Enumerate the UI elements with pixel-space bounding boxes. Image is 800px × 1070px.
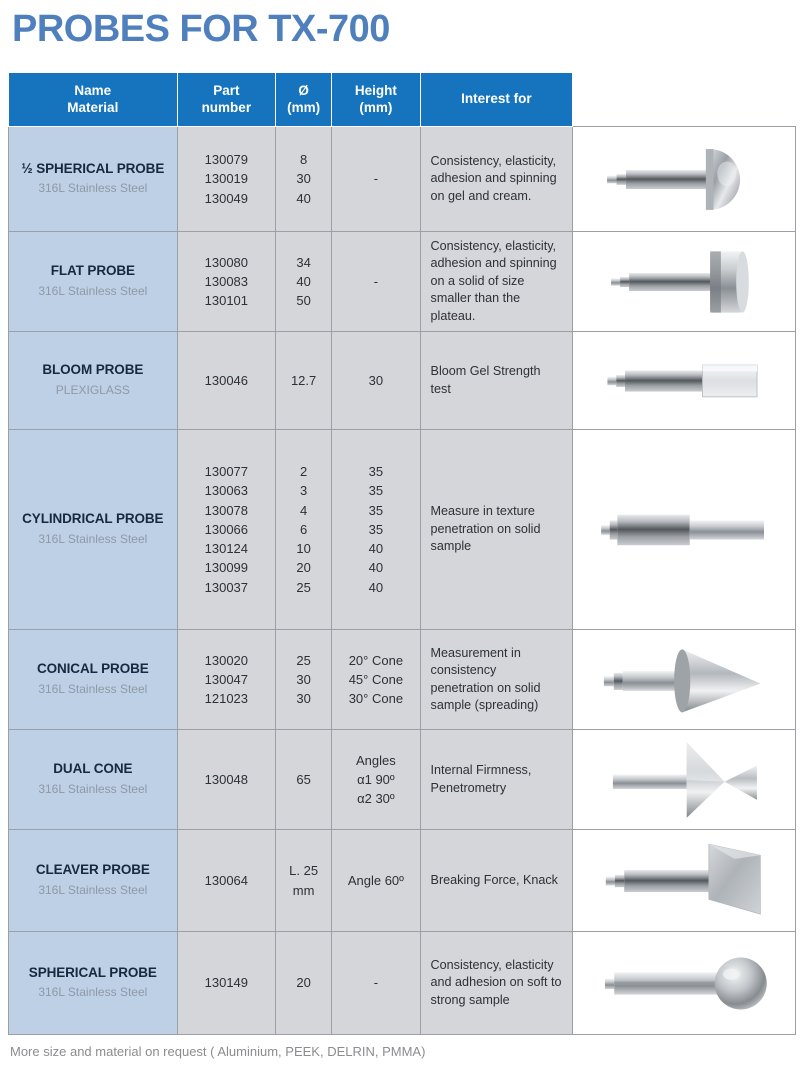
column-header-height-line1: Height <box>354 82 397 98</box>
height-value: Angle 60º <box>347 872 404 888</box>
spherical-probe-image <box>573 932 796 1035</box>
diameter-value: 65 <box>296 771 311 787</box>
height-value: 45° Cone <box>348 671 404 687</box>
probe-name: DUAL CONE <box>53 761 133 777</box>
height-value: - <box>373 171 379 187</box>
diameter-value: 2 <box>300 464 308 480</box>
height-value: 35 <box>368 464 384 480</box>
column-header-height-line2: (mm) <box>359 99 393 115</box>
cleaver-probe-image <box>573 830 796 932</box>
probe-material: 316L Stainless Steel <box>38 681 148 696</box>
bloom-probe-image <box>573 332 796 430</box>
diameter-value: 40 <box>296 190 311 206</box>
probe-name-cell <box>9 430 178 630</box>
diameter-value: 20 <box>296 560 311 576</box>
probe-name: CONICAL PROBE <box>36 661 149 677</box>
column-header-name-line1: Name <box>74 82 112 98</box>
height-value: 40 <box>368 541 384 557</box>
part-number-value: 130099 <box>204 560 249 576</box>
interest-for-cell: Consistency, elasticity, adhesion and spinning on a solid of size smaller than the plateau. <box>420 232 573 332</box>
probe-name-cell <box>9 232 178 332</box>
part-number-value: 130101 <box>204 293 249 309</box>
diameter-value: 3 <box>300 483 308 499</box>
part-number-value: 130083 <box>204 273 249 289</box>
probe-material: 316L Stainless Steel <box>38 531 148 546</box>
height-value: 20° Cone <box>348 652 404 668</box>
interest-for-cell: Measurement in consistency penetration on solid sample (spreading) <box>420 630 573 730</box>
part-number-cell <box>177 830 275 932</box>
part-number-value: 130037 <box>204 579 249 595</box>
diameter-value: 34 <box>296 254 311 270</box>
conical-probe-image <box>573 630 796 730</box>
height-cell <box>332 232 420 332</box>
probe-name: ½ SPHERICAL PROBE <box>21 160 165 176</box>
interest-for-cell: Internal Firmness, Penetrometry <box>420 730 573 830</box>
table-row <box>9 830 796 932</box>
height-cell <box>332 630 420 730</box>
column-header-diameter-line1: Ø <box>298 82 309 98</box>
diameter-cell <box>276 830 332 932</box>
diameter-value: L. 25 <box>289 863 319 879</box>
table-row <box>9 332 796 430</box>
height-cell <box>332 430 420 630</box>
height-value: - <box>373 975 379 991</box>
interest-for-cell: Measure in texture penetration on solid sample <box>420 430 573 630</box>
probe-name: FLAT PROBE <box>50 263 135 279</box>
probe-name: CLEAVER PROBE <box>35 862 150 878</box>
part-number-value: 130049 <box>204 190 249 206</box>
height-value: Angles <box>356 752 396 768</box>
table-row <box>9 127 796 232</box>
table-row <box>9 630 796 730</box>
diameter-value: 30 <box>296 171 311 187</box>
height-value: 30 <box>368 372 384 388</box>
probe-material: PLEXIGLASS <box>55 382 130 397</box>
part-number-value: 130066 <box>204 521 249 537</box>
probe-material: 316L Stainless Steel <box>38 283 148 298</box>
height-value: 35 <box>368 483 384 499</box>
height-cell <box>332 730 420 830</box>
diameter-cell <box>276 932 332 1035</box>
probe-name-cell <box>9 932 178 1035</box>
height-value: α2 30º <box>357 791 395 807</box>
probe-name-cell <box>9 630 178 730</box>
dual-cone-probe-image <box>573 730 796 830</box>
part-number-value: 121023 <box>204 691 249 707</box>
part-number-value: 130019 <box>204 171 249 187</box>
part-number-cell <box>177 730 275 830</box>
diameter-cell <box>276 232 332 332</box>
probe-material: 316L Stainless Steel <box>38 985 148 1000</box>
diameter-cell <box>276 630 332 730</box>
diameter-cell <box>276 430 332 630</box>
half-spherical-probe-image <box>573 127 796 232</box>
part-number-value: 130047 <box>204 671 249 687</box>
part-number-cell <box>177 932 275 1035</box>
probe-name: CYLINDRICAL PROBE <box>22 511 164 527</box>
part-number-value: 130020 <box>204 652 249 668</box>
part-number-value: 130063 <box>204 483 249 499</box>
interest-for-cell: Bloom Gel Strength test <box>420 332 573 430</box>
column-header-interest-line1: Interest for <box>461 91 532 107</box>
table-body <box>9 127 796 1035</box>
diameter-value: 30 <box>296 671 311 687</box>
table-header <box>9 73 796 127</box>
interest-for-cell: Consistency, elasticity, adhesion and spinning on gel and cream. <box>420 127 573 232</box>
part-number-value: 130078 <box>204 502 249 518</box>
interest-for-cell: Consistency, elasticity and adhesion on soft to strong sample <box>420 932 573 1035</box>
column-header-part-number <box>177 73 275 127</box>
interest-for-cell: Breaking Force, Knack <box>420 830 573 932</box>
table-row <box>9 932 796 1035</box>
column-header-part-line1: Part <box>213 82 240 98</box>
probe-name-cell <box>9 332 178 430</box>
table-row <box>9 232 796 332</box>
height-cell <box>332 127 420 232</box>
diameter-value: 25 <box>296 579 311 595</box>
diameter-value: mm <box>292 882 315 898</box>
column-header-height <box>332 73 420 127</box>
height-cell <box>332 332 420 430</box>
probe-material: 316L Stainless Steel <box>38 181 148 196</box>
probe-material: 316L Stainless Steel <box>38 882 148 897</box>
part-number-value: 130079 <box>204 152 249 168</box>
diameter-cell <box>276 127 332 232</box>
footnote: More size and material on request ( Aluminium, PEEK, DELRIN, PMMA) <box>10 1044 426 1059</box>
table-row <box>9 430 796 630</box>
diameter-value: 6 <box>300 521 308 537</box>
height-value: 35 <box>368 521 384 537</box>
diameter-value: 12.7 <box>290 372 317 388</box>
diameter-value: 30 <box>296 691 311 707</box>
probe-name: BLOOM PROBE <box>42 362 144 378</box>
column-header-name <box>9 73 178 127</box>
part-number-value: 130048 <box>204 771 249 787</box>
height-value: - <box>373 273 379 289</box>
height-cell <box>332 830 420 932</box>
part-number-value: 130149 <box>204 975 249 991</box>
part-number-cell <box>177 630 275 730</box>
column-header-interest-for <box>420 73 573 127</box>
part-number-value: 130046 <box>204 372 249 388</box>
diameter-value: 4 <box>300 502 308 518</box>
column-header-name-line2: Material <box>67 99 119 115</box>
height-cell <box>332 932 420 1035</box>
diameter-value: 40 <box>296 273 311 289</box>
probe-name: SPHERICAL PROBE <box>28 964 157 980</box>
part-number-cell <box>177 332 275 430</box>
column-header-diameter <box>276 73 332 127</box>
probe-name-cell <box>9 127 178 232</box>
table-header-row <box>9 73 796 127</box>
part-number-value: 130077 <box>204 464 249 480</box>
probe-name-cell <box>9 830 178 932</box>
height-value: 30° Cone <box>348 691 404 707</box>
column-header-image <box>573 73 796 127</box>
part-number-cell <box>177 430 275 630</box>
diameter-value: 25 <box>296 652 311 668</box>
part-number-value: 130124 <box>204 541 249 557</box>
height-value: α1 90º <box>357 771 395 787</box>
diameter-value: 10 <box>296 541 311 557</box>
flat-probe-image <box>573 232 796 332</box>
part-number-value: 130080 <box>204 254 249 270</box>
part-number-cell <box>177 127 275 232</box>
diameter-cell <box>276 730 332 830</box>
table-row <box>9 730 796 830</box>
height-value: 40 <box>368 579 384 595</box>
diameter-cell <box>276 332 332 430</box>
diameter-value: 50 <box>296 293 311 309</box>
page-title: PROBES FOR TX-700 <box>12 8 390 50</box>
height-value: 35 <box>368 502 384 518</box>
diameter-value: 20 <box>296 975 311 991</box>
cylindrical-probe-image <box>573 430 796 630</box>
diameter-value: 8 <box>300 152 308 168</box>
probe-name-cell <box>9 730 178 830</box>
probes-table <box>8 72 796 1035</box>
height-value: 40 <box>368 560 384 576</box>
part-number-value: 130064 <box>204 872 249 888</box>
probe-material: 316L Stainless Steel <box>38 781 148 796</box>
column-header-part-line2: number <box>201 99 252 115</box>
column-header-diameter-line2: (mm) <box>287 99 321 115</box>
part-number-cell <box>177 232 275 332</box>
